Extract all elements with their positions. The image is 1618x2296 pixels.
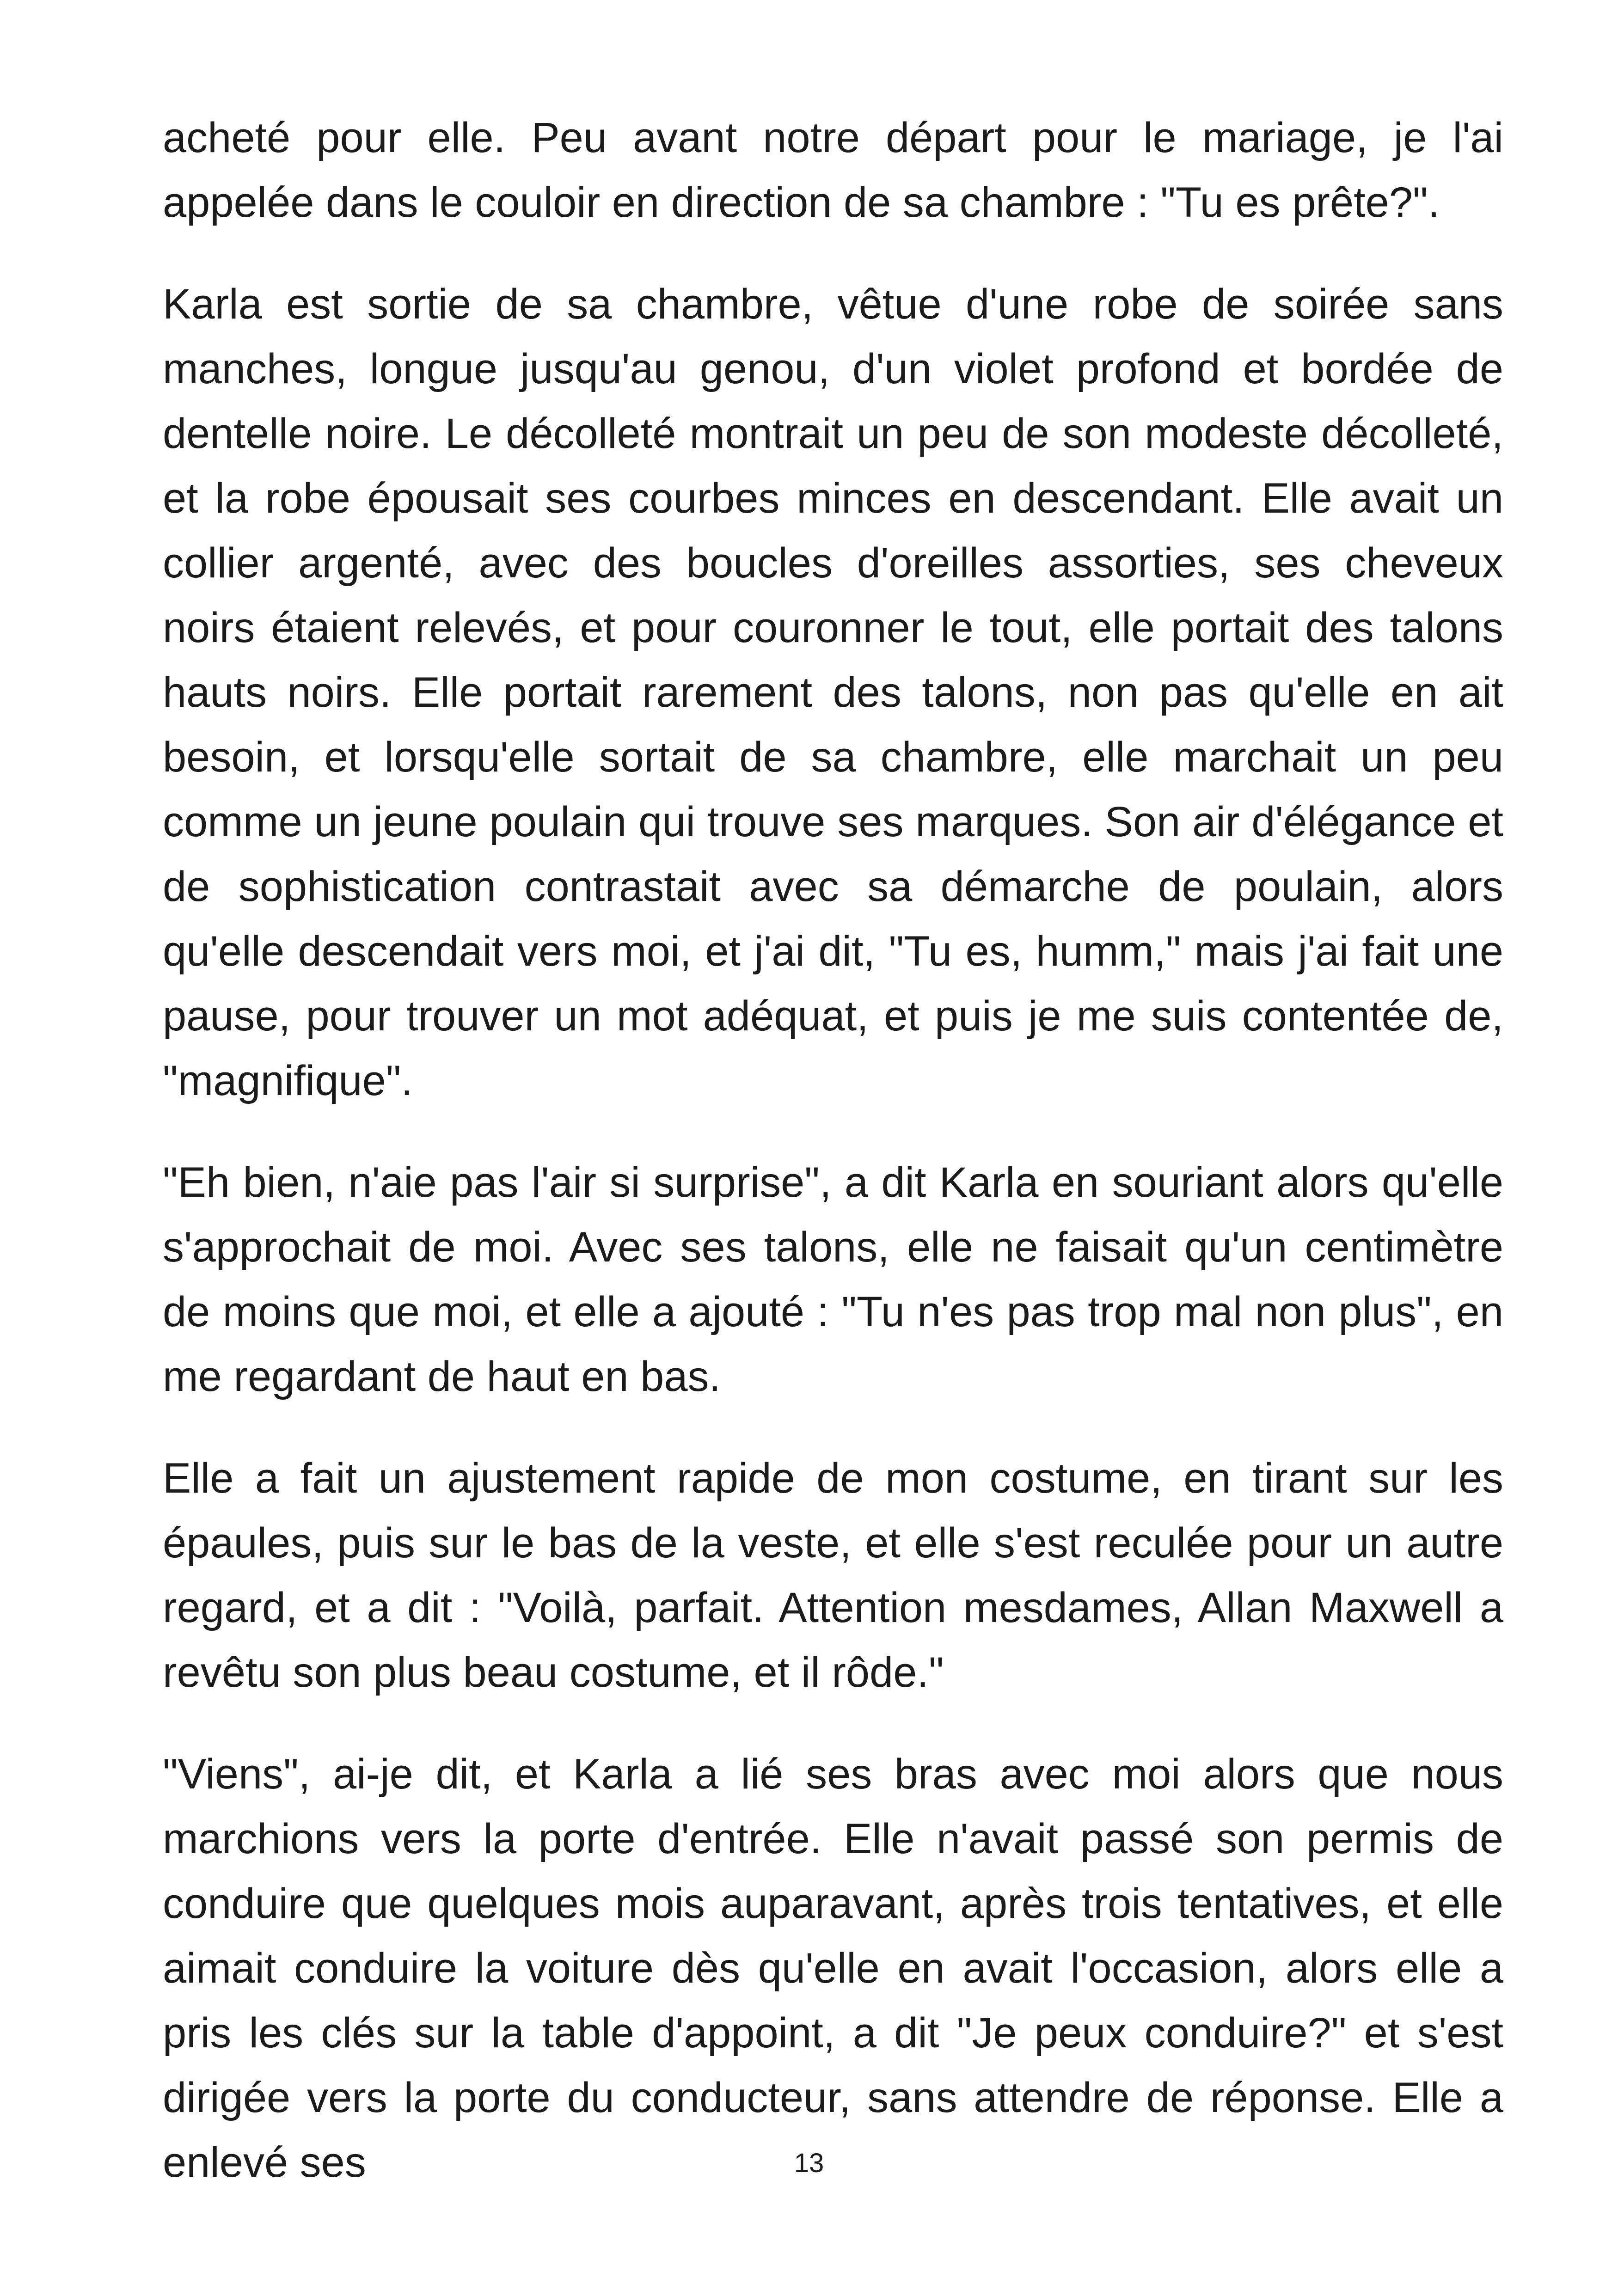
paragraph: Elle a fait un ajustement rapide de mon costume, en tirant sur les épaules, puis sur le bas de la veste, et elle s'est reculée pour un autre regard, et a dit : "Voilà, parfait. Attention mesdames, Allan Maxwell a revêtu son plus beau costume, et il rôde." bbox=[163, 1455, 1503, 1696]
body-text bbox=[163, 105, 1503, 2232]
paragraph: Karla est sortie de sa chambre, vêtue d'une robe de soirée sans manches, longue jusqu'au genou, d'un violet profond et bordée de dentelle noire. Le décolleté montrait un peu de son modeste décolleté, et la robe épousait ses courbes minces en descendant. Elle avait un collier argenté, avec des boucles d'oreilles assorties, ses cheveux noirs étaient relevés, et pour couronner le tout, elle portait des talons hauts noirs. Elle portait rarement des talons, non pas qu'elle en ait besoin, et lorsqu'elle sortait de sa chambre, elle marchait un peu comme un jeune poulain qui trouve ses marques. Son air d'élégance et de sophistication contrastait avec sa démarche de poulain, alors qu'elle descendait vers moi, et j'ai dit, "Tu es, humm," mais j'ai fait une pause, pour trouver un mot adéquat, et puis je me suis contentée de, "magnifique". bbox=[163, 281, 1503, 1104]
paragraph: acheté pour elle. Peu avant notre départ pour le mariage, je l'ai appelée dans le couloir en direction de sa chambre : "Tu es prête?". bbox=[163, 114, 1503, 226]
paragraph: "Viens", ai-je dit, et Karla a lié ses bras avec moi alors que nous marchions vers la porte d'entrée. Elle n'avait passé son permis de conduire que quelques mois auparavant, après trois tentatives, et elle aimait conduire la voiture dès qu'elle en avait l'occasion, alors elle a pris les clés sur la table d'appoint, a dit "Je peux conduire?" et s'est dirigée vers la porte du conducteur, sans attendre de réponse. Elle a enlevé ses bbox=[163, 1751, 1503, 2186]
paragraph: "Eh bien, n'aie pas l'air si surprise", a dit Karla en souriant alors qu'elle s'approchait de moi. Avec ses talons, elle ne faisait qu'un centimètre de moins que moi, et elle a ajouté : "Tu n'es pas trop mal non plus", en me regardant de haut en bas. bbox=[163, 1159, 1503, 1400]
page-number: 13 bbox=[794, 2148, 824, 2178]
